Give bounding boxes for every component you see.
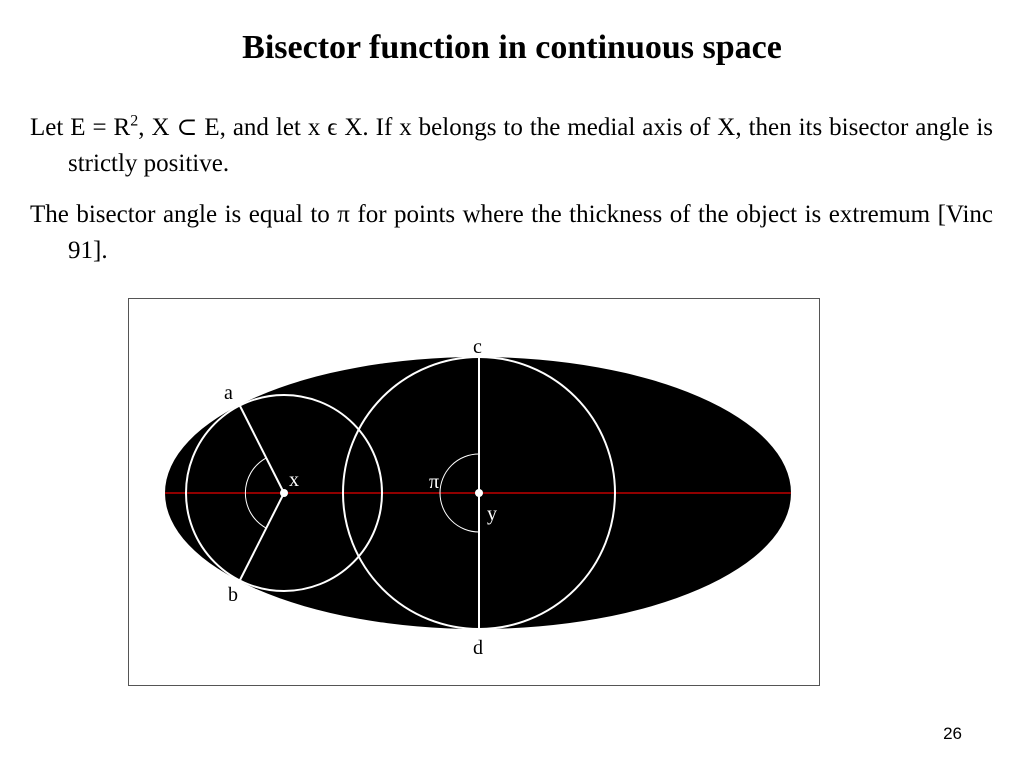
label-pi: π	[429, 471, 440, 493]
slide-title: Bisector function in continuous space	[242, 29, 782, 66]
paragraph-medial-axis	[30, 110, 993, 182]
label-b: b	[228, 584, 238, 606]
superscript-2: 2	[130, 112, 139, 130]
label-a: a	[224, 382, 233, 404]
paragraph-1-rest: , X ⊂ E, and let x ϵ X. If x belongs to the medial axis of X, then its bisector angle is strictly positive.	[68, 114, 994, 177]
page-number: 26	[943, 724, 962, 743]
label-x: x	[289, 469, 299, 491]
paragraph-1-start: Let E = R	[30, 114, 131, 141]
bisector-figure	[128, 298, 820, 686]
paragraph-bisector-pi: The bisector angle is equal to π for points where the thickness of the object is extremum [Vinc 91].	[30, 201, 993, 264]
label-d: d	[473, 637, 483, 659]
label-c: c	[473, 336, 482, 358]
label-y: y	[487, 503, 497, 525]
point-x	[280, 489, 288, 497]
point-y	[475, 489, 483, 497]
bisector-diagram	[129, 299, 821, 687]
